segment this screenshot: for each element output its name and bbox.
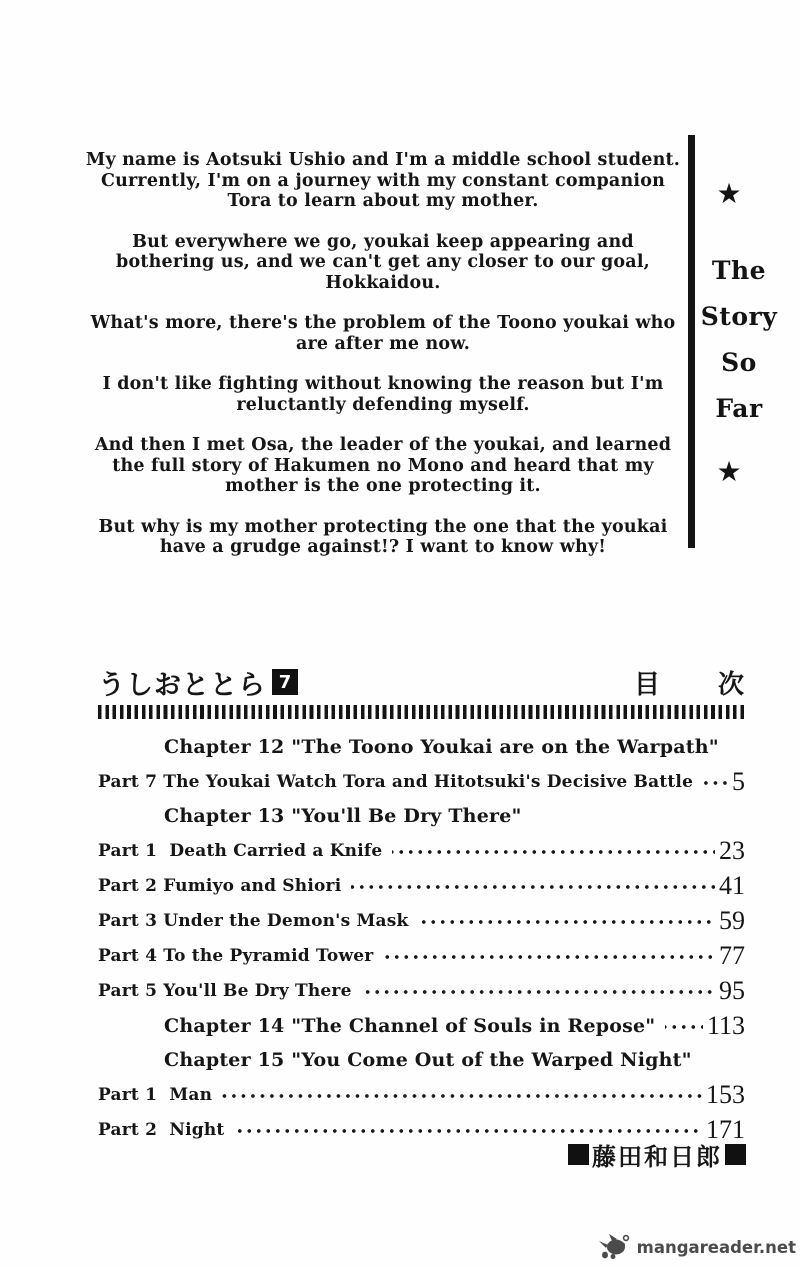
toc-entry-page: 5 bbox=[732, 767, 745, 796]
toc-entry-page: 171 bbox=[706, 1115, 745, 1144]
vertical-divider bbox=[688, 135, 695, 548]
story-paragraph: What's more, there's the problem of the Toono youkai who are after me now. bbox=[90, 313, 676, 354]
toc-entry-label: Part 4 To the Pyramid Tower bbox=[98, 945, 374, 966]
toc-entry-label: Chapter 15 "You Come Out of the Warped Night" bbox=[164, 1049, 692, 1071]
square-marker-icon bbox=[725, 1144, 746, 1165]
star-icon: ★ bbox=[716, 177, 742, 210]
leader-dots bbox=[222, 1093, 702, 1099]
toc-entry-page: 95 bbox=[719, 976, 745, 1005]
toc-entry-page: 41 bbox=[719, 871, 745, 900]
story-paragraph: But why is my mother protecting the one that the youkai have a grudge against!? I want to know why! bbox=[98, 516, 668, 557]
story-label-word: The bbox=[711, 256, 767, 285]
volume-badge: 7 bbox=[272, 669, 298, 695]
square-marker-icon bbox=[568, 1144, 589, 1165]
toc-header bbox=[98, 664, 746, 700]
toc-entry-label: Part 3 Under the Demon's Mask bbox=[98, 910, 409, 931]
series-title-group bbox=[98, 663, 298, 702]
series-title: うしおととら bbox=[98, 669, 266, 701]
toc-entry-label: Part 2 Fumiyo and Shiori bbox=[98, 875, 342, 896]
toc-entry bbox=[98, 769, 746, 795]
toc-entry-page: 77 bbox=[719, 941, 745, 970]
toc-entry-label: Part 1 Man bbox=[98, 1084, 213, 1105]
toc-entry-page: 113 bbox=[706, 1011, 745, 1040]
toc-entry bbox=[98, 943, 746, 969]
toc-entry bbox=[98, 908, 746, 934]
toc-entry-page: 23 bbox=[719, 836, 745, 865]
toc-entry bbox=[98, 1082, 746, 1108]
leader-dots bbox=[703, 780, 728, 786]
story-paragraph: And then I met Osa, the leader of the youkai, and learned the full story of Hakumen no Mono and heard that my mother is the one protecting it. bbox=[94, 435, 672, 496]
mascot-icon bbox=[598, 1233, 634, 1259]
toc-entry bbox=[98, 838, 746, 864]
toc-entry bbox=[164, 1048, 746, 1073]
story-summary bbox=[85, 150, 681, 578]
story-label-word: So bbox=[721, 348, 757, 377]
toc-entry-label: Chapter 14 "The Channel of Souls in Repose" bbox=[164, 1014, 656, 1037]
table-of-contents bbox=[98, 664, 746, 1152]
story-paragraph: I don't like fighting without knowing the reason but I'm reluctantly defending myself. bbox=[102, 374, 664, 415]
toc-entry-label: Part 1 Death Carried a Knife bbox=[98, 840, 383, 861]
toc-entry-page: 153 bbox=[706, 1080, 745, 1109]
leader-dots bbox=[362, 989, 715, 995]
toc-entry-label: Chapter 13 "You'll Be Dry There" bbox=[164, 805, 522, 827]
toc-entry bbox=[98, 978, 746, 1004]
story-paragraph: But everywhere we go, youkai keep appearing and bothering us, and we can't get any closer to our goal, Hokkaidou. bbox=[116, 231, 650, 293]
toc-entry bbox=[164, 804, 746, 829]
leader-dots bbox=[234, 1128, 702, 1134]
site-watermark bbox=[598, 1233, 796, 1259]
contents-label-char: 次 bbox=[717, 669, 744, 700]
toc-entry-label: Part 7 The Youkai Watch Tora and Hitotsuki's Decisive Battle bbox=[98, 771, 694, 792]
leader-dots bbox=[351, 884, 715, 890]
story-paragraph: My name is Aotsuki Ushio and I'm a middle school student. Currently, I'm on a journey with my constant companion Tora to learn about my mother. bbox=[85, 150, 681, 211]
striped-divider bbox=[98, 705, 746, 719]
contents-label-char: 目 bbox=[633, 669, 660, 700]
toc-entry-label: Chapter 12 "The Toono Youkai are on the Warpath" bbox=[164, 736, 719, 758]
watermark-text: mangareader.net bbox=[636, 1238, 796, 1257]
toc-entry-page: 59 bbox=[719, 906, 745, 935]
toc-entry-label: Part 5 You'll Be Dry There bbox=[98, 980, 352, 1001]
toc-entry bbox=[164, 1013, 746, 1039]
toc-entry bbox=[164, 735, 746, 760]
story-label-word: Far bbox=[715, 394, 763, 423]
leader-dots bbox=[418, 919, 715, 925]
toc-entry bbox=[98, 873, 746, 899]
leader-dots bbox=[383, 954, 715, 960]
story-label-word: Story bbox=[700, 302, 778, 331]
star-icon: ★ bbox=[716, 455, 742, 488]
leader-dots bbox=[392, 849, 715, 855]
toc-entry-label: Part 2 Night bbox=[98, 1119, 225, 1140]
leader-dots bbox=[665, 1024, 703, 1030]
author-name: 藤田和日郎 bbox=[592, 1143, 722, 1171]
author-credit bbox=[98, 1137, 746, 1172]
toc-rows bbox=[98, 735, 746, 1143]
contents-label bbox=[634, 664, 746, 701]
story-so-far-label bbox=[696, 248, 782, 432]
